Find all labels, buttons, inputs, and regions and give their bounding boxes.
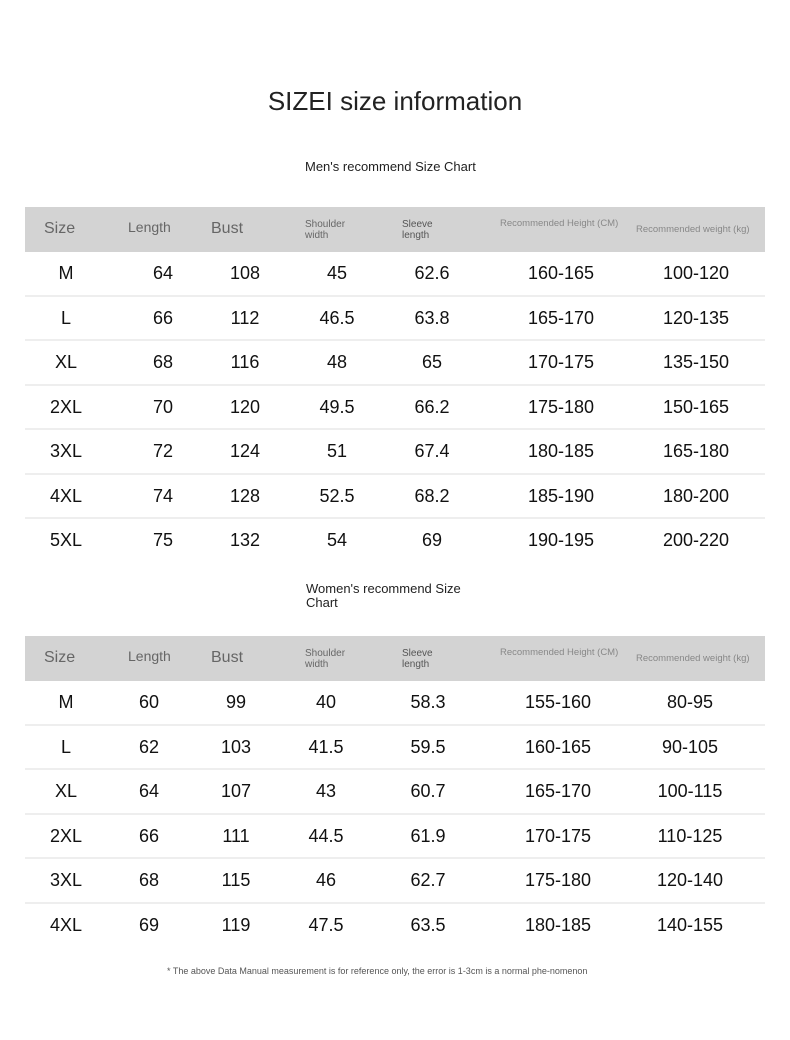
cell-length: 64 <box>152 263 174 283</box>
table-header <box>25 207 765 252</box>
cell-recommended-height: 165-170 <box>527 307 595 328</box>
header-bust: Bust <box>211 220 244 237</box>
cell-shoulder-width: 44.5 <box>308 825 344 846</box>
page-title: SIZEI size information <box>267 86 523 116</box>
women-chart-caption: Women's recommend Size Chart <box>306 581 461 610</box>
cell-length: 60 <box>138 692 160 712</box>
cell-bust: 124 <box>229 441 261 461</box>
cell-shoulder-width: 46.5 <box>319 307 355 328</box>
cell-sleeve-length: 59.5 <box>410 736 446 757</box>
cell-shoulder-width: 41.5 <box>308 736 344 757</box>
cell-bust: 115 <box>221 870 251 890</box>
header-recommended-weight: Recommended weight (kg) <box>636 653 750 664</box>
cell-recommended-height: 175-180 <box>524 870 592 890</box>
cell-bust: 103 <box>220 736 252 757</box>
cell-recommended-weight: 200-220 <box>662 530 730 550</box>
cell-size: 2XL <box>49 396 83 417</box>
cell-size: 3XL <box>49 870 83 890</box>
cell-size: 4XL <box>49 914 83 935</box>
cell-size: 2XL <box>49 825 83 846</box>
cell-shoulder-width: 54 <box>326 530 348 550</box>
table-row <box>25 430 765 475</box>
men-chart-caption: Men's recommend Size Chart <box>305 159 476 174</box>
cell-recommended-weight: 100-115 <box>657 781 723 801</box>
cell-bust: 112 <box>230 307 260 328</box>
header-size: Size <box>44 220 76 237</box>
cell-sleeve-length: 63.5 <box>410 914 446 935</box>
cell-bust: 108 <box>229 263 261 283</box>
table-row <box>25 297 765 342</box>
cell-recommended-height: 175-180 <box>527 396 595 417</box>
cell-sleeve-length: 66.2 <box>414 396 450 417</box>
cell-length: 66 <box>138 825 160 846</box>
cell-sleeve-length: 62.6 <box>414 263 450 283</box>
cell-sleeve-length: 68.2 <box>414 485 450 506</box>
cell-shoulder-width: 49.5 <box>319 396 355 417</box>
cell-length: 70 <box>152 396 174 417</box>
cell-size: XL <box>54 781 78 801</box>
header-bust: Bust <box>211 649 244 666</box>
cell-sleeve-length: 65 <box>421 352 443 372</box>
table-row <box>25 815 765 860</box>
cell-sleeve-length: 61.9 <box>410 825 446 846</box>
header-shoulder-width: Shoulder width <box>305 219 346 241</box>
cell-length: 75 <box>152 530 174 550</box>
cell-size: L <box>60 736 72 757</box>
cell-bust: 132 <box>229 530 261 550</box>
table-row <box>25 859 765 904</box>
cell-recommended-height: 155-160 <box>524 692 592 712</box>
measurement-note: * The above Data Manual measurement is for reference only, the error is 1-3cm is a normal phe-nomenon <box>167 966 588 976</box>
header-length: Length <box>128 219 171 235</box>
cell-sleeve-length: 62.7 <box>410 870 446 890</box>
cell-sleeve-length: 58.3 <box>410 692 446 712</box>
cell-sleeve-length: 69 <box>421 530 443 550</box>
cell-recommended-height: 180-185 <box>524 914 592 935</box>
cell-length: 74 <box>152 485 174 506</box>
cell-bust: 120 <box>229 396 261 417</box>
cell-recommended-height: 160-165 <box>524 736 592 757</box>
cell-bust: 128 <box>229 485 261 506</box>
cell-shoulder-width: 40 <box>315 692 337 712</box>
cell-recommended-height: 165-170 <box>524 781 592 801</box>
cell-shoulder-width: 51 <box>326 441 348 461</box>
table-row <box>25 726 765 771</box>
header-recommended-height: Recommended Height (CM) <box>500 218 619 229</box>
cell-recommended-weight: 150-165 <box>662 396 730 417</box>
cell-size: 5XL <box>49 530 83 550</box>
table-row <box>25 386 765 431</box>
cell-bust: 107 <box>220 781 252 801</box>
cell-bust: 119 <box>221 914 251 935</box>
cell-length: 62 <box>138 736 160 757</box>
cell-recommended-weight: 165-180 <box>662 441 730 461</box>
table-row <box>25 252 765 297</box>
cell-recommended-weight: 120-135 <box>662 307 730 328</box>
header-recommended-height: Recommended Height (CM) <box>500 647 619 658</box>
cell-recommended-height: 180-185 <box>527 441 595 461</box>
cell-recommended-weight: 80-95 <box>666 692 714 712</box>
cell-size: 4XL <box>49 485 83 506</box>
table-row <box>25 519 765 562</box>
cell-size: L <box>60 307 72 328</box>
cell-bust: 111 <box>222 825 250 846</box>
cell-recommended-weight: 135-150 <box>662 352 730 372</box>
table-row <box>25 770 765 815</box>
cell-length: 66 <box>152 307 174 328</box>
cell-size: M <box>58 263 74 283</box>
cell-shoulder-width: 52.5 <box>319 485 355 506</box>
table-header <box>25 636 765 681</box>
cell-shoulder-width: 46 <box>315 870 337 890</box>
cell-sleeve-length: 67.4 <box>414 441 450 461</box>
women-size-table <box>25 636 765 946</box>
table-row <box>25 341 765 386</box>
cell-sleeve-length: 60.7 <box>410 781 446 801</box>
cell-size: XL <box>54 352 78 372</box>
cell-recommended-height: 170-175 <box>524 825 592 846</box>
cell-recommended-weight: 90-105 <box>661 736 719 757</box>
cell-length: 64 <box>138 781 160 801</box>
cell-recommended-height: 170-175 <box>527 352 595 372</box>
cell-recommended-weight: 100-120 <box>662 263 730 283</box>
cell-recommended-height: 190-195 <box>527 530 595 550</box>
cell-length: 68 <box>152 352 174 372</box>
table-row <box>25 681 765 726</box>
header-sleeve-length: Sleeve length <box>402 648 433 670</box>
header-recommended-weight: Recommended weight (kg) <box>636 224 750 235</box>
cell-shoulder-width: 43 <box>315 781 337 801</box>
header-size: Size <box>44 649 76 666</box>
cell-size: M <box>58 692 74 712</box>
table-body <box>25 681 765 946</box>
table-row <box>25 904 765 947</box>
cell-bust: 99 <box>225 692 247 712</box>
cell-size: 3XL <box>49 441 83 461</box>
cell-length: 72 <box>152 441 174 461</box>
cell-bust: 116 <box>230 352 260 372</box>
header-shoulder-width: Shoulder width <box>305 648 346 670</box>
cell-recommended-height: 160-165 <box>527 263 595 283</box>
table-row <box>25 475 765 520</box>
header-sleeve-length: Sleeve length <box>402 219 433 241</box>
cell-recommended-height: 185-190 <box>527 485 595 506</box>
cell-shoulder-width: 45 <box>326 263 348 283</box>
cell-shoulder-width: 48 <box>326 352 348 372</box>
cell-shoulder-width: 47.5 <box>308 914 344 935</box>
table-body <box>25 252 765 562</box>
cell-recommended-weight: 120-140 <box>656 870 724 890</box>
header-length: Length <box>128 648 171 664</box>
cell-recommended-weight: 110-125 <box>657 825 723 846</box>
cell-sleeve-length: 63.8 <box>414 307 450 328</box>
cell-length: 68 <box>138 870 160 890</box>
men-size-table <box>25 207 765 562</box>
cell-recommended-weight: 140-155 <box>656 914 724 935</box>
cell-length: 69 <box>138 914 160 935</box>
cell-recommended-weight: 180-200 <box>662 485 730 506</box>
